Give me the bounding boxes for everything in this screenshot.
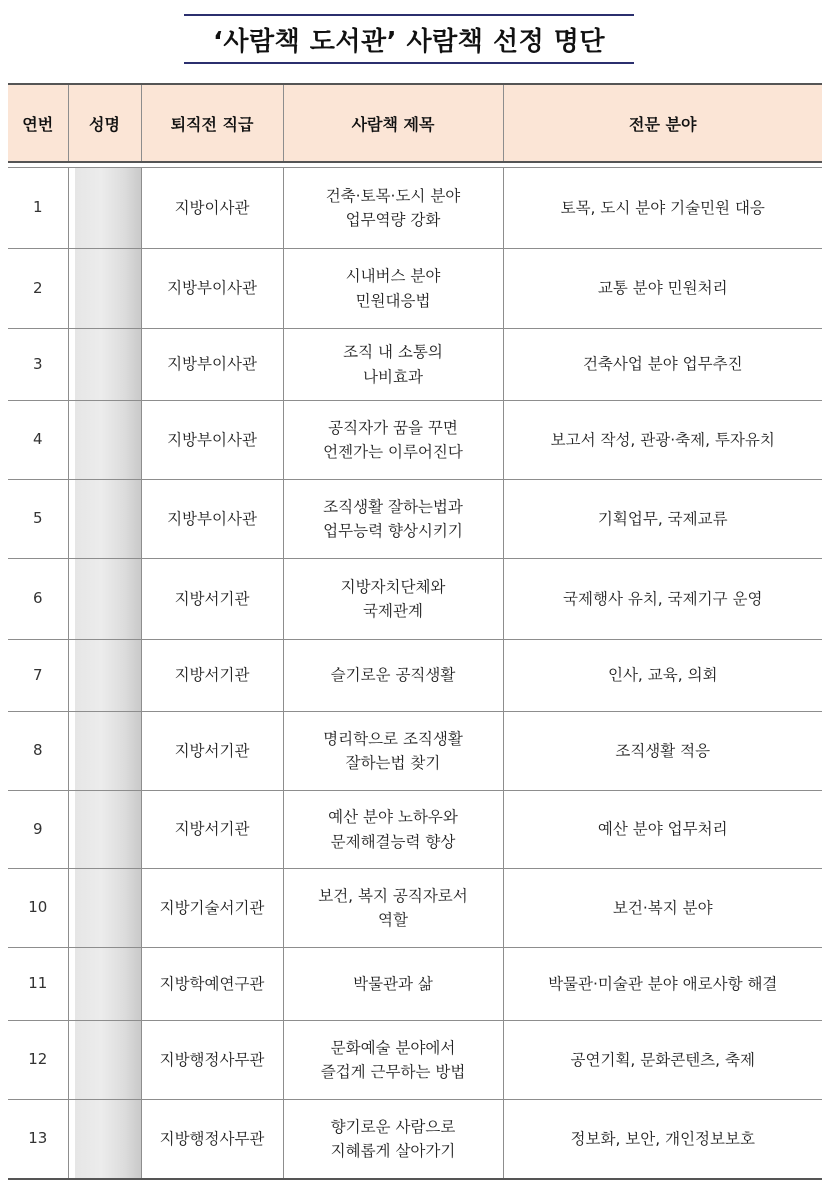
book-title-line-2: 언젠가는 이루어진다: [323, 443, 463, 461]
redaction-blur: [75, 401, 141, 479]
redaction-blur: [75, 249, 141, 328]
header-row: [8, 84, 822, 162]
book-title-line-1: 예산 분야 노하우와: [328, 808, 458, 827]
book-title-line-2: 민원대응법: [355, 291, 431, 310]
name-redacted: [68, 712, 141, 791]
table-row: [8, 329, 822, 401]
table-row: [8, 948, 822, 1021]
book-title-cell: [283, 640, 503, 712]
rank-cell: 지방이사관: [141, 168, 283, 249]
table-body: [8, 168, 822, 1180]
name-redacted: [68, 948, 141, 1021]
book-title-line-1: 슬기로운 공직생활: [330, 666, 456, 685]
book-title-line-1: 조직 내 소통의: [343, 343, 443, 362]
page-title: ‘사람책 도서관’ 사람책 선정 명단: [213, 26, 605, 57]
rank-cell: 지방행정사무관: [141, 1100, 283, 1180]
name-redacted: [68, 1100, 141, 1180]
field-cell: 보고서 작성, 관광·축제, 투자유치: [503, 401, 822, 480]
rank-cell: 지방서기관: [141, 712, 283, 791]
field-cell: 보건·복지 분야: [503, 869, 822, 948]
name-redacted: [68, 480, 141, 559]
book-title-line-1: 향기로운 사람으로: [330, 1117, 456, 1136]
rank-cell: 지방학예연구관: [141, 948, 283, 1021]
name-redacted: [68, 1021, 141, 1100]
field-cell: 정보화, 보안, 개인정보보호: [503, 1100, 822, 1180]
book-title-line-2: 문제해결능력 향상: [330, 832, 456, 851]
redaction-blur: [75, 168, 141, 248]
row-number: 6: [8, 559, 68, 640]
table-row: [8, 559, 822, 640]
rank-cell: 지방서기관: [141, 559, 283, 640]
book-title-line-1: 시내버스 분야: [345, 267, 441, 286]
row-number: 5: [8, 480, 68, 559]
table-row: [8, 168, 822, 249]
redaction-blur: [75, 480, 141, 558]
book-title-line-1: 건축·토목·도시 분야: [325, 186, 461, 205]
name-redacted: [68, 869, 141, 948]
book-title-cell: [283, 249, 503, 329]
table-row: [8, 480, 822, 559]
name-redacted: [68, 791, 141, 869]
book-title-cell: [283, 1021, 503, 1100]
field-cell: 예산 분야 업무처리: [503, 791, 822, 869]
row-number: 10: [8, 869, 68, 948]
table-row: [8, 869, 822, 948]
book-title-line-2: 업무능력 향상시키기: [323, 522, 463, 540]
book-title-line-2: 즐겁게 근무하는 방법: [320, 1063, 466, 1081]
header-rank: 퇴직전 직급: [141, 84, 283, 162]
table-row: [8, 712, 822, 791]
field-cell: 인사, 교육, 의회: [503, 640, 822, 712]
title-area: [0, 0, 830, 80]
redaction-blur: [75, 869, 141, 947]
rank-cell: 지방기술서기관: [141, 869, 283, 948]
rank-cell: 지방서기관: [141, 791, 283, 869]
redaction-blur: [75, 791, 141, 868]
table-row: [8, 791, 822, 869]
field-cell: 국제행사 유치, 국제기구 운영: [503, 559, 822, 640]
redaction-blur: [75, 640, 141, 711]
book-title-cell: [283, 712, 503, 791]
redaction-blur: [75, 329, 141, 400]
book-title-cell: [283, 869, 503, 948]
rank-cell: 지방부이사관: [141, 401, 283, 480]
book-title-line-1: 문화예술 분야에서: [330, 1038, 456, 1057]
table-row: [8, 640, 822, 712]
row-number: 2: [8, 249, 68, 329]
redaction-blur: [75, 559, 141, 639]
row-number: 7: [8, 640, 68, 712]
name-redacted: [68, 640, 141, 712]
rank-cell: 지방부이사관: [141, 249, 283, 329]
book-title-line-1: 지방자치단체와: [340, 577, 446, 596]
table-row: [8, 249, 822, 329]
book-title-line-1: 공직자가 꿈을 꾸면: [328, 418, 458, 437]
name-redacted: [68, 401, 141, 480]
book-title-line-2: 잘하는법 찾기: [345, 754, 441, 772]
redaction-blur: [75, 1021, 141, 1099]
name-redacted: [68, 559, 141, 640]
book-title-line-2: 나비효과: [363, 367, 423, 386]
row-number: 4: [8, 401, 68, 480]
row-number: 12: [8, 1021, 68, 1100]
book-title-line-1: 명리학으로 조직생활: [323, 729, 463, 748]
table-row: [8, 1021, 822, 1100]
header-no: 연번: [8, 84, 68, 162]
row-number: 1: [8, 168, 68, 249]
field-cell: 공연기획, 문화콘텐츠, 축제: [503, 1021, 822, 1100]
header-name: 성명: [68, 84, 141, 162]
field-cell: 박물관·미술관 분야 애로사항 해결: [503, 948, 822, 1021]
rank-cell: 지방부이사관: [141, 329, 283, 401]
row-number: 13: [8, 1100, 68, 1180]
rank-cell: 지방부이사관: [141, 480, 283, 559]
book-title-line-2: 업무역량 강화: [345, 211, 441, 229]
book-title-line-2: 국제관계: [363, 602, 423, 620]
book-title-line-1: 박물관과 삶: [353, 974, 433, 993]
row-number: 3: [8, 329, 68, 401]
book-title-cell: [283, 791, 503, 869]
book-title-cell: [283, 559, 503, 640]
table-row: [8, 1100, 822, 1180]
redaction-blur: [75, 948, 141, 1020]
row-number: 8: [8, 712, 68, 791]
book-title-line-2: 역할: [378, 911, 408, 929]
book-title-line-1: 조직생활 잘하는법과: [323, 497, 463, 516]
redaction-blur: [75, 1100, 141, 1178]
field-cell: 토목, 도시 분야 기술민원 대응: [503, 168, 822, 249]
header-field: 전문 분야: [503, 84, 822, 162]
row-number: 11: [8, 948, 68, 1021]
field-cell: 기획업무, 국제교류: [503, 480, 822, 559]
field-cell: 교통 분야 민원처리: [503, 249, 822, 329]
field-cell: 조직생활 적응: [503, 712, 822, 791]
table-row: [8, 401, 822, 480]
name-redacted: [68, 329, 141, 401]
rank-cell: 지방서기관: [141, 640, 283, 712]
book-title-cell: [283, 948, 503, 1021]
book-title-cell: [283, 168, 503, 249]
book-title-cell: [283, 480, 503, 559]
rank-cell: 지방행정사무관: [141, 1021, 283, 1100]
row-number: 9: [8, 791, 68, 869]
book-title-line-1: 보건, 복지 공직자로서: [318, 886, 468, 905]
header-book: 사람책 제목: [283, 84, 503, 162]
name-redacted: [68, 249, 141, 329]
name-redacted: [68, 168, 141, 249]
book-title-cell: [283, 1100, 503, 1180]
book-title-cell: [283, 401, 503, 480]
roster-table: [8, 83, 822, 1180]
book-title-line-2: 지혜롭게 살아가기: [330, 1142, 456, 1160]
field-cell: 건축사업 분야 업무추진: [503, 329, 822, 401]
title-box: [184, 14, 634, 64]
book-title-cell: [283, 329, 503, 401]
redaction-blur: [75, 712, 141, 790]
